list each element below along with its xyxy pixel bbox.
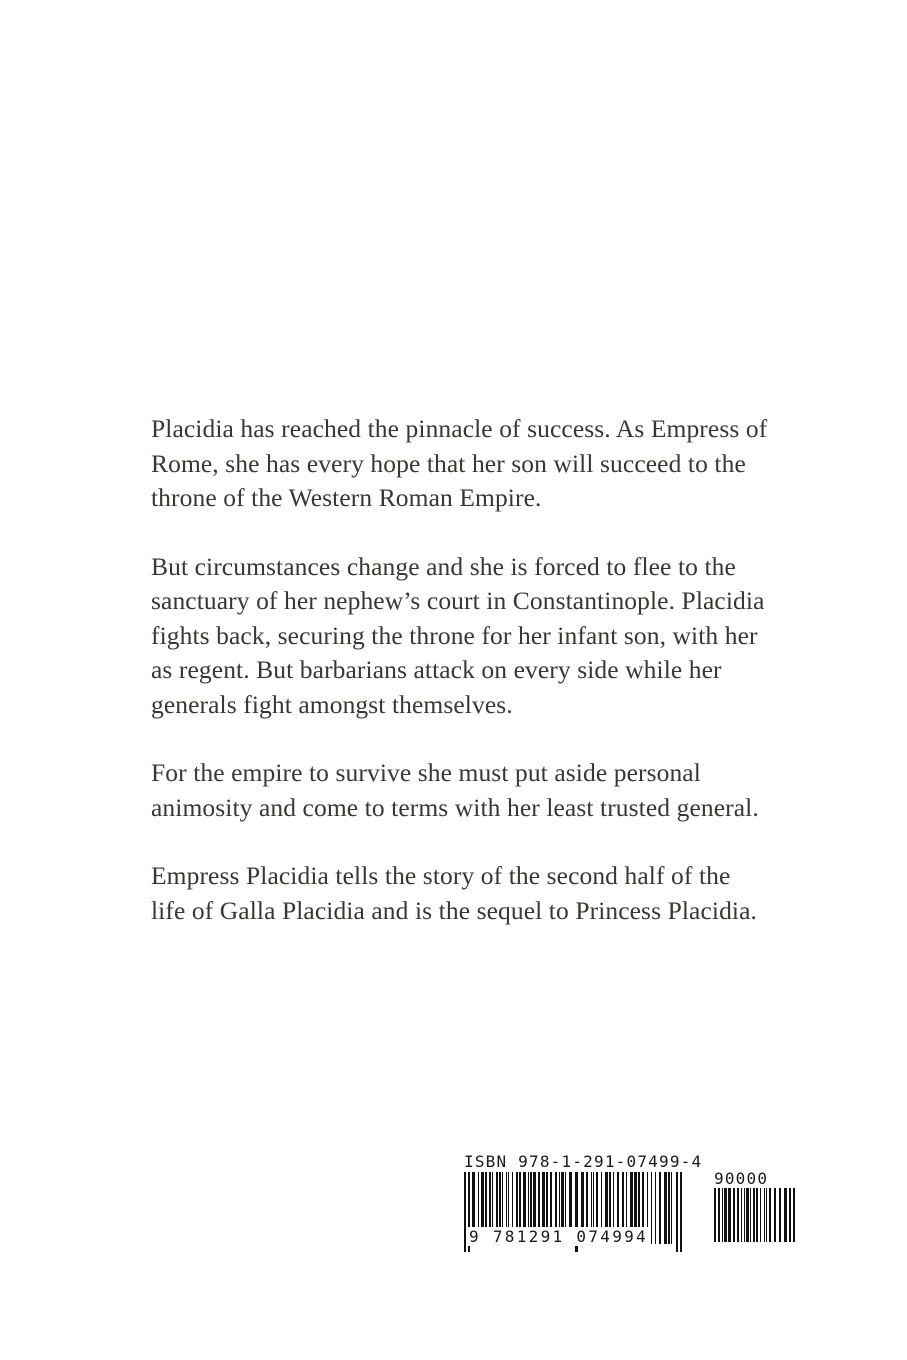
barcode-bar [789,1188,791,1242]
barcode-bar [655,1172,656,1244]
blurb-paragraph-1: Placidia has reached the pinnacle of success. As Empress of Rome, she has every hope that her son will succeed to the throne of the Western Roman Empire. [151,414,768,512]
blurb-paragraph-4: Empress Placidia tells the story of the second half of the life of Galla Placidia and is the sequel to Princess Placidia. [151,861,757,925]
barcode-bar [793,1188,795,1242]
barcode-bar [744,1188,745,1242]
ean-digits: 9 781291 074994 [469,1227,648,1246]
barcode-bar [779,1188,781,1242]
barcode-bar [722,1188,723,1242]
isbn-label: ISBN 978-1-291-07499-4 [464,1152,703,1171]
barcode-bar [680,1172,682,1252]
barcode-bar [741,1188,742,1242]
barcode-bar [756,1188,758,1242]
barcode-bar [766,1188,767,1242]
barcode-bar [760,1188,761,1242]
blurb-paragraph-3: For the empire to survive she must put aside personal animosity and come to terms with her least trusted general. [151,758,759,822]
back-cover-blurb [151,412,771,962]
barcode-bar [671,1172,672,1244]
barcode-bar [733,1188,735,1242]
barcode-bar [764,1188,765,1242]
isbn-barcode [462,1152,797,1252]
barcode-bar [676,1172,678,1252]
addon-barcode-bars [712,1188,797,1250]
blurb-paragraph-2: But circumstances change and she is forced to flee to the sanctuary of her nephew’s court in Constantinople. Placidia fights back, securing the throne for her infant son, with her as regent. But barbarians attack on every side while her generals fight amongst themselves. [151,551,765,719]
barcode-bar [728,1188,731,1242]
barcode-bar [753,1188,755,1242]
barcode-bar [659,1172,661,1244]
barcode-bar [737,1188,739,1242]
barcode-bar [774,1188,776,1242]
barcode-bar [714,1188,716,1242]
barcode-bar [668,1172,670,1244]
barcode-bar [651,1172,652,1244]
price-code: 90000 [714,1169,769,1188]
barcode-bar [750,1188,751,1242]
barcode-bar [464,1172,466,1252]
barcode-bar [784,1188,787,1242]
barcode-bar [718,1188,720,1242]
barcode-bar [724,1188,727,1242]
barcode-bar [746,1188,749,1242]
barcode-bar [664,1172,667,1244]
barcode-bar [769,1188,771,1242]
